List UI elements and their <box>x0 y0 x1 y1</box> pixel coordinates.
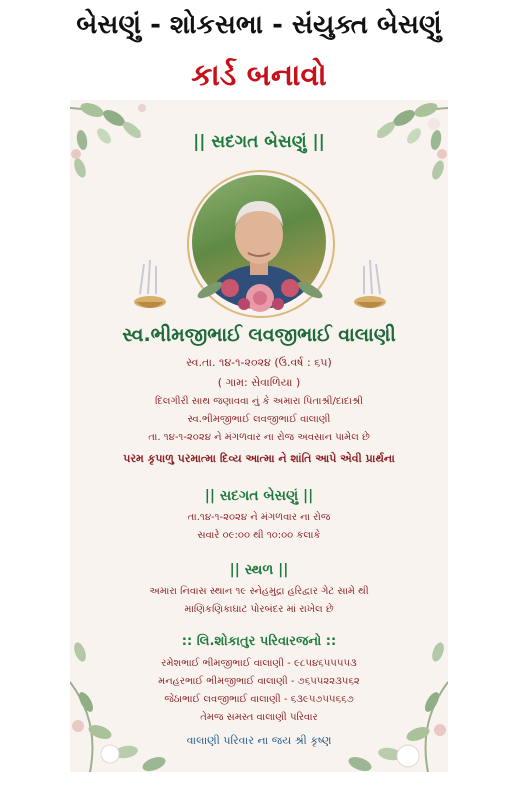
diya-lamp-right-icon <box>352 258 388 314</box>
floral-corner-top-left <box>70 100 180 210</box>
family-member-3: જેઠાભાઈ લવજીભાઈ વાલાણી - ૬૩૯૫૭૫૫૬૬૭ <box>164 694 354 705</box>
page-title: બેસણું - શોકસભા - સંયુક્ત બેસણું <box>76 10 442 40</box>
card-heading: || સદગત બેસણું || <box>193 132 325 152</box>
place-heading: || સ્થળ || <box>229 562 289 578</box>
besnu-heading: || સદગત બેસણું || <box>204 488 314 504</box>
create-card-button[interactable]: કાર્ડ બનાવો <box>191 58 327 93</box>
family-heading: :: લિ.શોકાતુર પરિવારજનો :: <box>181 634 337 649</box>
village-name: ( ગામ: સેવાળિયા ) <box>217 376 301 389</box>
family-member-4: તેમજ સમસ્ત વાલાણી પરિવાર <box>200 712 318 723</box>
deceased-name: સ્વ.ભીમજીભાઈ લવજીભાઈ વાલાણી <box>122 324 396 346</box>
floral-corner-top-right <box>338 100 448 210</box>
prayer-line: પરમ કૃપાળુ પરમાત્મા દિવ્ય આત્મા ને શાંતિ આપે એવી પ્રાર્થના <box>123 452 395 465</box>
closing-line: વાલાણી પરિવાર ના જય શ્રી કૃષ્ણ <box>186 734 332 747</box>
diya-lamp-left-icon <box>132 258 168 314</box>
place-line-1: અમારા નિવાસ સ્થાન ૧૯ સ્નેહમુદ્રા હરિદ્વાર ગેટ સામે થી <box>149 586 369 597</box>
message-line-1: દિલગીરી સાથ જણાવવા નું કે અમારા પિતાશ્રી/દાદાશ્રી <box>155 396 363 407</box>
message-line-2: સ્વ.ભીમજીભાઈ લવજીભાઈ વાલાણી <box>187 414 331 425</box>
death-date: સ્વ.તા. ૧૪-૧-૨૦૨૪ (ઉ.વર્ષ : ૬૫) <box>186 356 332 369</box>
family-member-1: રમેશભાઈ ભીમજીભાઈ વાલાણી - ૯૮૫૪૬૫૫૫૫૩ <box>161 658 357 669</box>
place-line-2: માણિકણિકાઘાટ પોરબંદર માં રાખેલ છે <box>184 604 334 615</box>
besnu-date-line: તા.૧૪-૧-૨૦૨૪ ને મંગળવાર ના રોજ <box>187 512 331 523</box>
family-member-2: મનહરભાઈ ભીમજીભાઈ વાલાણી - ૭૬૫૫૨૨૩૫૬૨ <box>158 676 360 687</box>
besnu-time-line: સવારે ૦૯:૦૦ થી ૧૦:૦૦ કલાકે <box>197 530 321 541</box>
message-line-3: તા. ૧૪-૧-૨૦૨૪ ને મંગળવાર ના રોજ અવસાન પામેલ છે <box>148 432 370 443</box>
besnu-card <box>70 100 448 772</box>
rose-bouquet <box>190 250 330 320</box>
